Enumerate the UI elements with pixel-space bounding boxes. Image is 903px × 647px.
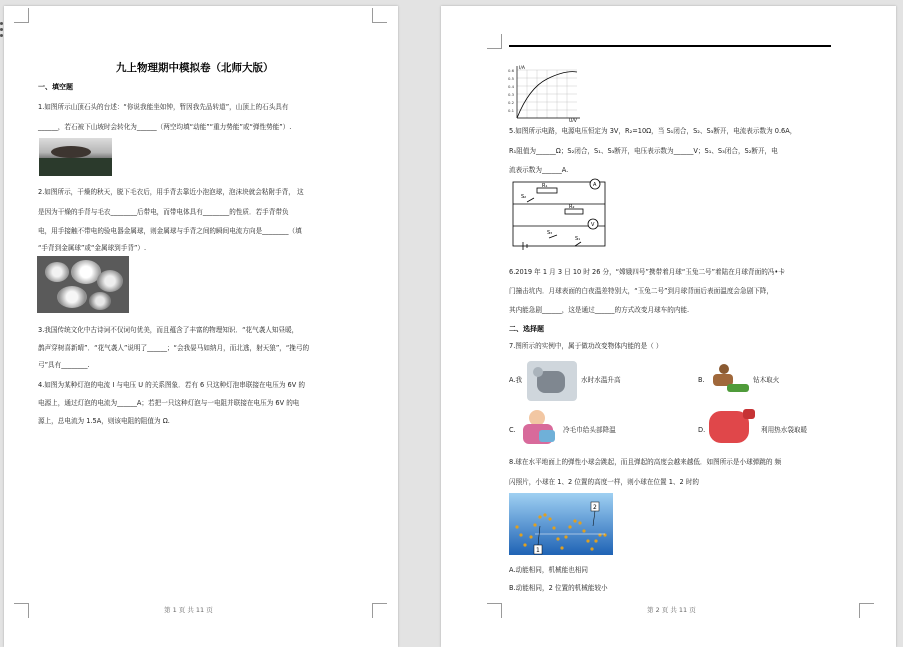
q4-line1: 4.如图为某种灯泡的电流 I 与电压 U 的关系图象．若有 6 只这种灯泡串联接在电压为 6V 的	[38, 381, 305, 389]
s2-label: S₂	[521, 194, 527, 200]
header-rule	[509, 45, 831, 47]
foam-balls-photo	[37, 256, 129, 313]
graph-ytick: 0.1	[508, 108, 515, 113]
section-heading-choice: 二、选择题	[509, 325, 544, 333]
corner-mark-bottom-right	[372, 603, 387, 618]
ammeter-label: A	[593, 182, 597, 188]
q4-line2: 电源上，通过灯泡的电流为______A；若把一只这种灯泡与一电阻并联接在电压为 6V 的电	[38, 399, 300, 407]
q1-line2: ______，若石被下山坡时会转化为______（两空均填“动能”“重力势能”或“弹性势能”）.	[38, 123, 292, 131]
q7-option-b-label: B.	[698, 376, 705, 384]
page-footer: 第 1 页 共 11 页	[164, 606, 213, 614]
q8-option-a: A.动能相同，机械能也相同	[509, 566, 589, 574]
corner-mark-bottom-right	[859, 603, 874, 618]
graph-ytick: 0.5	[508, 76, 515, 81]
q6-line1: 6.2019 年 1 月 3 日 10 时 26 分，“嫦娥四号”携带着月球“玉兔二号”着陆在月球背面的冯•卡	[509, 268, 785, 276]
corner-mark-top-left	[14, 8, 29, 23]
r1-label: R₁	[542, 183, 548, 189]
q8-option-b: B.动能相同，2 位置的机械能较小	[509, 584, 608, 592]
graph-ytick: 0.6	[508, 68, 515, 73]
page-footer: 第 2 页 共 11 页	[647, 606, 696, 614]
q2-line2: 是因为干燥的手背与毛衣________后带电，而带电体具有________的性质．若手背带负	[38, 208, 289, 216]
q3-line2: 鹊声穿树喜新晴”．“花气袭人”说明了______；“会我晏马如纳月，而北逃，射天狼”，“挽弓的	[38, 344, 310, 352]
q7-text: 7.图所示的实例中，属于做功改变物体内能的是（ ）	[509, 342, 663, 350]
s3-label: S₃	[547, 230, 553, 236]
q1-line1: 1.如图所示山顶石头的台述：“你说我能坐如钟，暂因我先品转道”，山顶上的石头具有	[38, 103, 289, 111]
q5-line2: R₁阻值为______Ω；S₂闭合，S₁、S₃断开，电压表示数为______V；S₁、S₃闭合，S₂断开，电	[509, 147, 778, 155]
q5-line3: 流表示数为______A.	[509, 166, 569, 174]
q2-line4: “手背到金属球”或“金属球到手背”）.	[38, 244, 147, 252]
q7-option-a-text: 水时水温升高	[581, 376, 621, 384]
corner-mark-bottom-left	[14, 603, 29, 618]
voltmeter-label: V	[591, 222, 595, 228]
q7-option-c-label: C.	[509, 426, 516, 434]
hot-water-bag-image	[705, 405, 759, 447]
q3-line1: 3.我国传统文化中古诗词不仅词句优美，而且蕴含了丰富的物理知识．“花气袭人知昼暖，	[38, 326, 299, 334]
page-title: 九上物理期中模拟卷（北师大版）	[116, 62, 274, 74]
rock-photo	[39, 138, 112, 176]
q6-line3: 其内能急剧______，这是通过______的方式改变月球车的内能.	[509, 306, 690, 314]
ball-position-2-label: 2	[593, 504, 597, 511]
graph-ytick: 0.3	[508, 92, 515, 97]
cold-towel-image	[517, 408, 562, 448]
q7-option-b-text: 钻木取火	[753, 376, 780, 384]
graph-ylabel: I/A	[519, 66, 525, 71]
iu-graph	[507, 64, 587, 122]
bouncing-ball-image	[509, 493, 613, 555]
q7-option-d-text: 利用热水袋取暖	[761, 426, 808, 434]
document-page-2	[441, 6, 896, 647]
q7-option-c-text: 冷毛巾给头部降温	[563, 426, 616, 434]
q7-option-a-label: A.我	[509, 376, 523, 384]
r2-label: R₂	[569, 204, 575, 210]
q6-line2: 门撞击坑内．月球表面的白夜温差特别大，“玉兔二号”到月球背面后表面温度会急剧下降，	[509, 287, 773, 295]
kettle-image	[527, 361, 577, 401]
q3-line3: 弓”具有________.	[38, 361, 90, 369]
q8-line1: 8.球在水平地面上的弹性小球会跳起，而且弹起的高度会越来越低．如图所示是小球弹跳的 频	[509, 458, 782, 466]
page-gap	[398, 0, 441, 647]
q2-line3: 电，用手接触不带电的验电器金属球，则金属球与手背之间的瞬间电流方向是________（填	[38, 227, 302, 235]
q8-line2: 闪照片，小球在 1、2 位置的高度一样，则小球在位置 1、2 时的	[509, 478, 700, 486]
s1-label: S₁	[575, 236, 581, 242]
q2-line1: 2.如图所示，干燥的秋天，脱下毛衣后，用手背去靠近小泡泡球，泡沫块就会粘附手背， 这	[38, 188, 304, 196]
circuit-diagram	[507, 176, 611, 252]
section-heading-fill: 一、填空题	[38, 83, 73, 91]
graph-xlabel: U/V	[569, 119, 577, 122]
q7-option-d-label: D.	[698, 426, 706, 434]
corner-mark-top-left	[487, 34, 502, 49]
graph-ytick: 0.2	[508, 100, 515, 105]
q5-line1: 5.如图所示电路，电源电压恒定为 3V，R₂=10Ω，当 S₁闭合，S₂、S₃断开，电流表示数为 0.6A，	[509, 127, 797, 135]
ball-position-1-label: 1	[536, 547, 540, 554]
graph-ytick: 0.4	[508, 84, 515, 89]
drilling-wood-image	[709, 362, 749, 396]
corner-mark-top-right	[372, 8, 387, 23]
document-page-1	[4, 6, 398, 647]
q4-line3: 源上，总电流为 1.5A，则该电阻的阻值为 Ω.	[38, 417, 170, 425]
corner-mark-bottom-left	[487, 603, 502, 618]
